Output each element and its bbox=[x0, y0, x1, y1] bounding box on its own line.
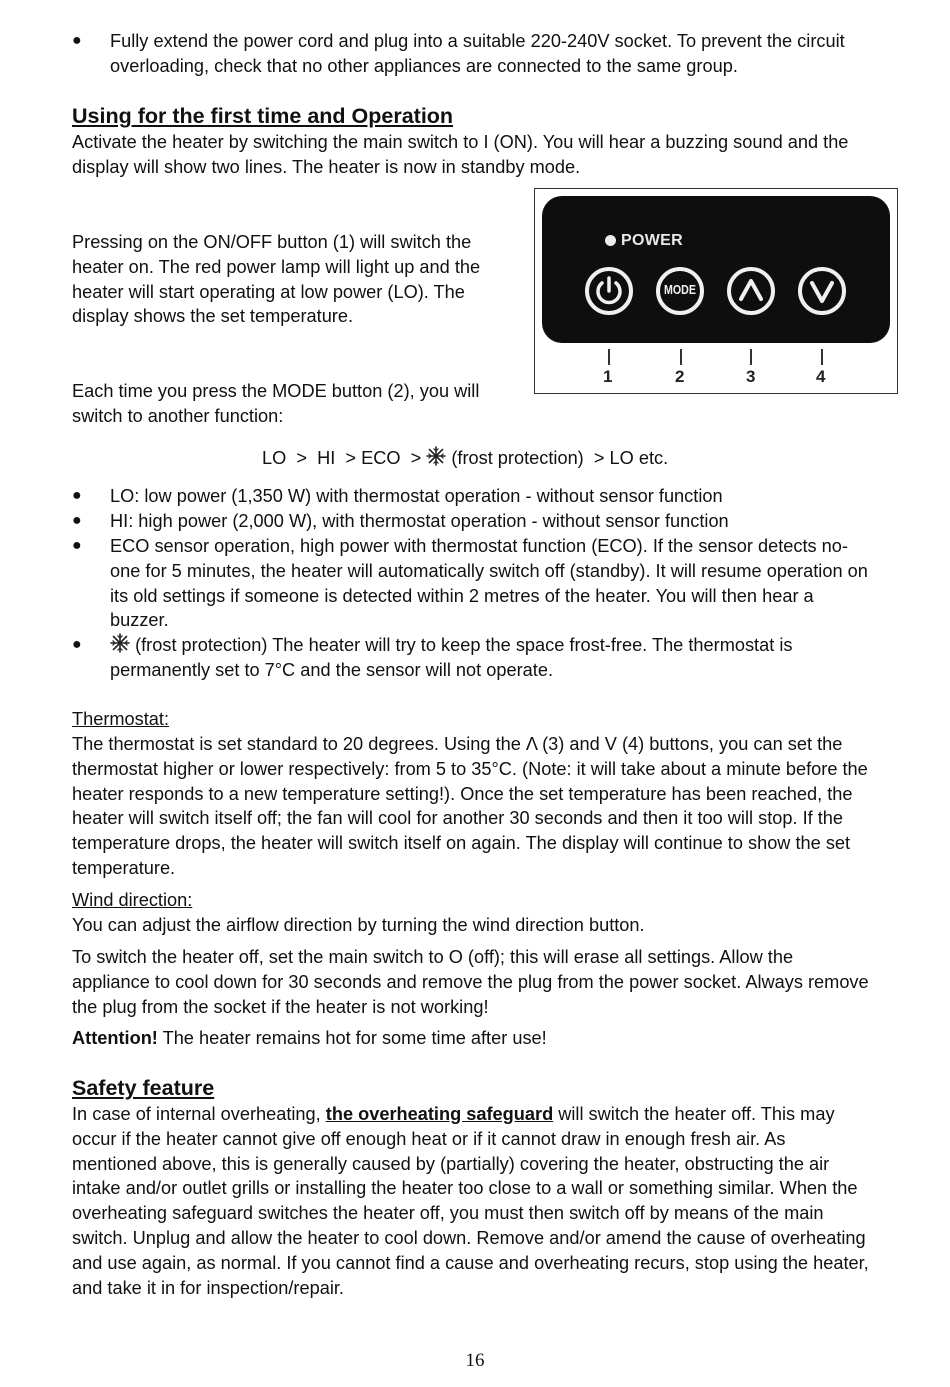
chevron-down-icon bbox=[802, 271, 842, 311]
control-panel bbox=[542, 196, 890, 343]
section-heading-operation: Using for the first time and Operation bbox=[72, 104, 454, 128]
attention-label: Attention! bbox=[72, 1028, 158, 1048]
mode-sequence-end: (frost protection) > LO etc. bbox=[451, 448, 669, 468]
mode-lo-text: LO: low power (1,350 W) with thermostat operation - without sensor function bbox=[110, 486, 723, 506]
bullet-dot: ● bbox=[72, 512, 82, 529]
callout-line bbox=[750, 349, 752, 365]
callout-number-4: 4 bbox=[816, 367, 826, 386]
mode-sequence-start: LO > HI > ECO > bbox=[262, 448, 427, 468]
safety-text-end: will switch the heater off. This may occur if the heater cannot give off enough heat or if it cannot draw in enough fresh air. As mentioned above, this is generally caused by (partially) covering the heater, obstructing the air intake and/or outlet grills or installing the heater too close to a wall or something similar. When the overheating safeguard switches the heater off, you must then switch off by means of the main switch. Unplug and allow the heater to cool down. Remove and/or amend the cause of overheating and use again, as normal. If you cannot find a cause and overheating recurs, stop using the heater, and take it in for inspection/repair. bbox=[72, 1104, 869, 1298]
snowflake-icon bbox=[110, 633, 130, 653]
callout-number-3: 3 bbox=[746, 367, 756, 386]
power-icon bbox=[589, 271, 629, 311]
page-number: 16 bbox=[465, 1350, 485, 1371]
thermostat-text: The thermostat is set standard to 20 degrees. Using the Λ (3) and V (4) buttons, you can set the thermostat higher or lower respectively: from 5 to 35°C. (Note: it will take about a minute before the heater responds to a new temperature setting!). Once the set temperature has been reached, the heater will switch itself off; the fan will cool for another 30 seconds and then it too will stop. If the temperature drops, the heater will switch itself on again. The display will continue to show the set temperature. bbox=[72, 734, 868, 878]
attention-line bbox=[72, 1026, 872, 1051]
mode-hi-text: HI: high power (2,000 W), with thermostat operation - without sensor function bbox=[110, 511, 729, 531]
mode-frost-item bbox=[110, 633, 875, 683]
bullet-dot: ● bbox=[72, 32, 82, 49]
thermostat-title: Thermostat: bbox=[72, 709, 170, 729]
wind-text: You can adjust the airflow direction by turning the wind direction button. bbox=[72, 915, 645, 935]
attention-text: The heater remains hot for some time after use! bbox=[157, 1028, 547, 1048]
down-button[interactable] bbox=[798, 267, 846, 315]
paragraph-mode: Each time you press the MODE button (2), you will switch to another function: bbox=[72, 381, 480, 426]
paragraph-activate: Activate the heater by switching the main switch to I (ON). You will hear a buzzing sound and the display will show two lines. The heater is now in standby mode. bbox=[72, 132, 849, 177]
callout-number-2: 2 bbox=[675, 367, 685, 386]
switch-off-text: To switch the heater off, set the main switch to O (off); this will erase all settings. Allow the appliance to cool down for 30 seconds and remove the plug from the power socket. Always remove the plug from the socket if the heater is not working! bbox=[72, 947, 869, 1017]
bullet-dot: ● bbox=[72, 636, 82, 653]
wind-title: Wind direction: bbox=[72, 890, 193, 910]
mode-eco-text: ECO sensor operation, high power with thermostat function (ECO). If the sensor detects no-one for 5 minutes, the heater will automatically switch off (standby). It will resume operation on its old settings if someone is detected within 2 metres of the heater. You will then hear a buzzer. bbox=[110, 536, 868, 631]
chevron-up-icon bbox=[731, 271, 771, 311]
up-button[interactable] bbox=[727, 267, 775, 315]
section-heading-safety: Safety feature bbox=[72, 1076, 215, 1100]
mode-button[interactable] bbox=[656, 267, 704, 315]
intro-bullet-text: Fully extend the power cord and plug into a suitable 220-240V socket. To prevent the circuit overloading, check that no other appliances are connected to the same group. bbox=[110, 31, 845, 76]
bullet-dot: ● bbox=[72, 487, 82, 504]
safety-emphasis: the overheating safeguard bbox=[325, 1104, 554, 1124]
safety-text bbox=[72, 1102, 870, 1300]
safety-text-start: In case of internal overheating, bbox=[72, 1104, 326, 1124]
mode-label: MODE bbox=[664, 282, 696, 297]
callout-line bbox=[680, 349, 682, 365]
power-lamp-icon bbox=[605, 235, 616, 246]
power-label: POWER bbox=[621, 232, 683, 249]
callout-line bbox=[821, 349, 823, 365]
power-button[interactable] bbox=[585, 267, 633, 315]
callout-number-1: 1 bbox=[603, 367, 613, 386]
mode-sequence bbox=[262, 446, 762, 471]
callout-line bbox=[608, 349, 610, 365]
paragraph-onoff: Pressing on the ON/OFF button (1) will switch the heater on. The red power lamp will light up and the heater will start operating at low power (LO). The display shows the set temperature. bbox=[72, 232, 481, 327]
control-panel-figure bbox=[534, 188, 898, 394]
snowflake-icon bbox=[426, 446, 446, 466]
bullet-dot: ● bbox=[72, 537, 82, 554]
mode-frost-text: (frost protection) The heater will try to keep the space frost-free. The thermostat is permanently set to 7°C and the sensor will not operate. bbox=[110, 635, 793, 680]
